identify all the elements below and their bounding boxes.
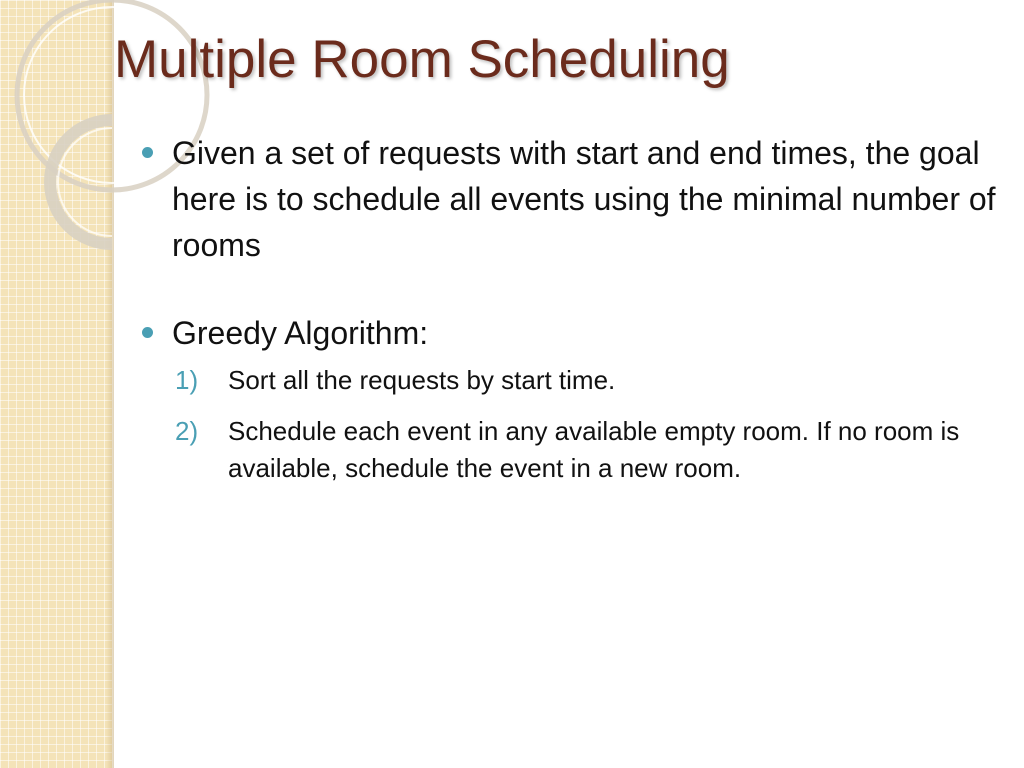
numbered-list-item <box>175 362 1010 399</box>
bullet-text: Given a set of requests with start and end times, the goal here is to schedule all events using the minimal number of rooms <box>172 135 996 263</box>
bullet-text: Greedy Algorithm: <box>172 315 429 351</box>
list-item-text: Schedule each event in any available empty room. If no room is available, schedule the event in a new room. <box>228 416 960 483</box>
bullet-item <box>140 130 1010 268</box>
list-number: 1) <box>175 365 199 395</box>
bullet-dot-icon <box>142 327 153 338</box>
slide-content <box>140 130 1010 501</box>
numbered-list <box>140 362 1010 487</box>
bullet-item <box>140 310 1010 356</box>
bullet-dot-icon <box>142 147 153 158</box>
strip-edge-shadow <box>106 0 114 768</box>
list-item-text: Sort all the requests by start time. <box>228 365 616 395</box>
decorative-grid-strip <box>0 0 112 768</box>
list-number: 2) <box>175 416 199 446</box>
numbered-list-item <box>175 413 1010 487</box>
slide-title: Multiple Room Scheduling <box>114 30 730 89</box>
